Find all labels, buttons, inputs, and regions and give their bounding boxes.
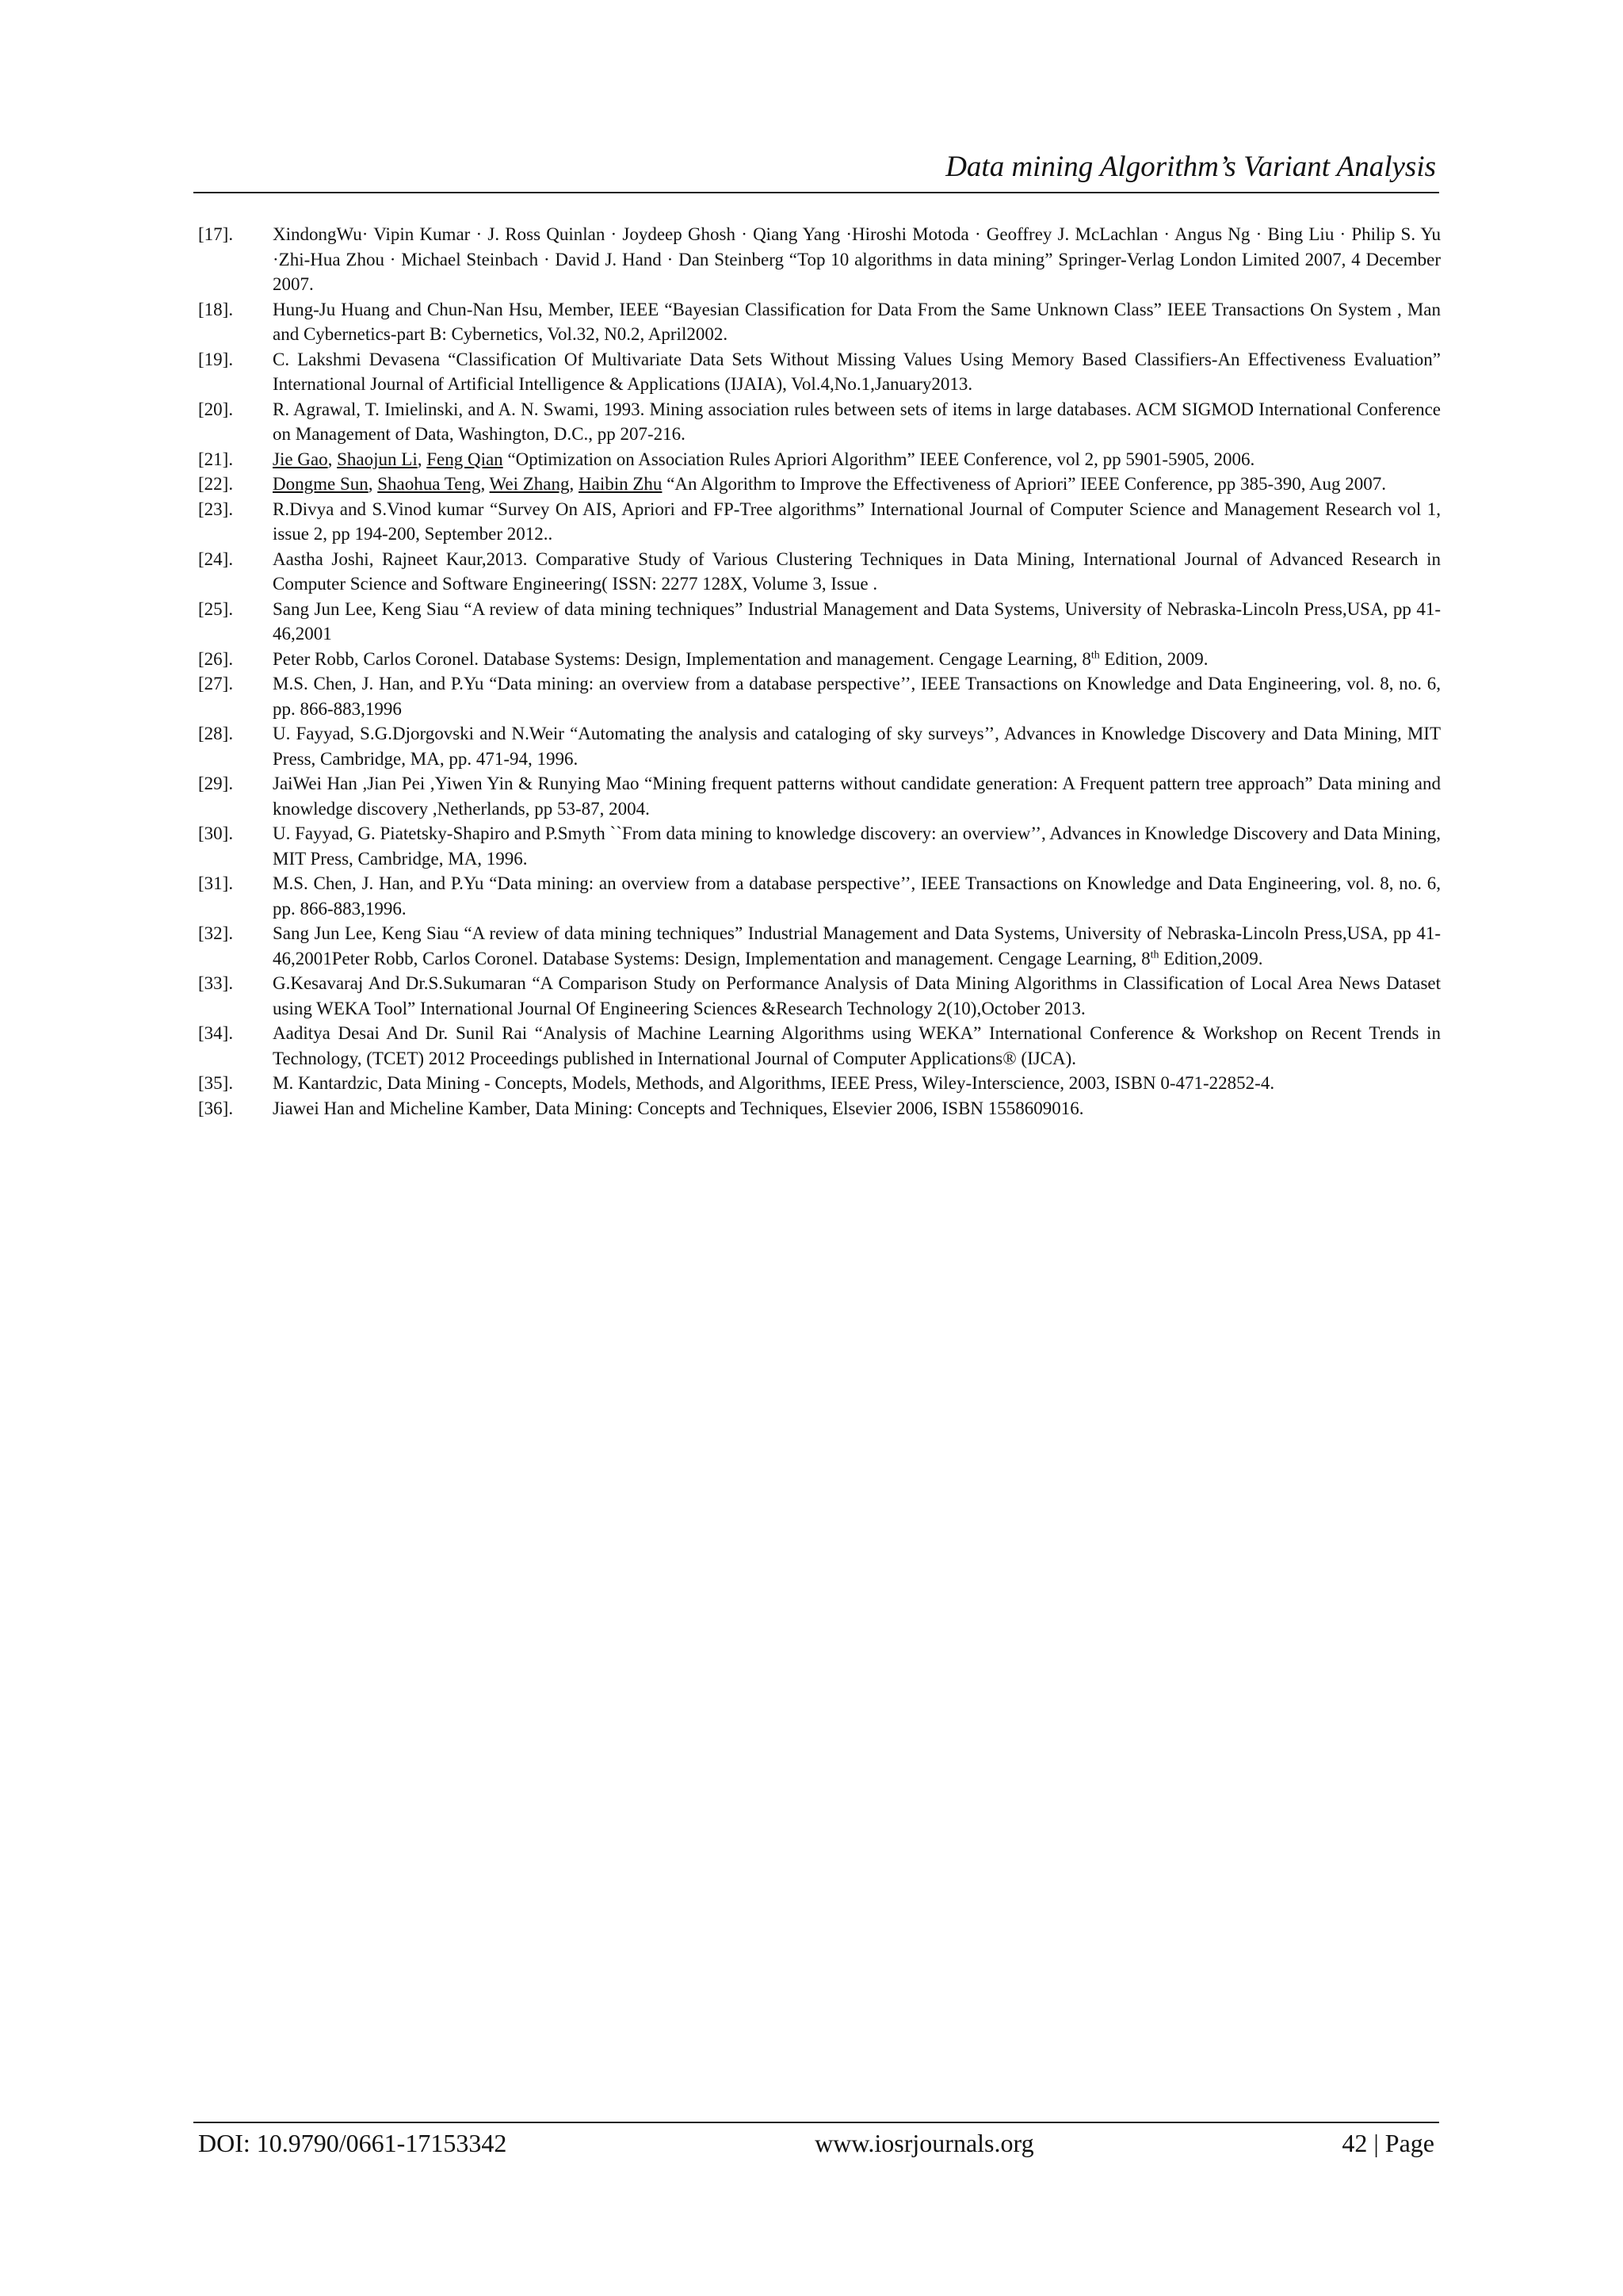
reference-item: [198, 821, 1441, 871]
reference-text: [273, 222, 1441, 297]
reference-list: [198, 222, 1441, 1121]
reference-citation: XindongWu· Vipin Kumar · J. Ross Quinlan · Joydeep Ghosh · Qiang Yang ·Hiroshi Motoda · Geoffrey J. McLachlan · Angus Ng · Bing Liu · Philip S. Yu ·Zhi-Hua Zhou · Michael Steinbach · David J. Hand · Dan Steinberg “Top 10 algorithms in data mining” Springer-Verlag London Limited 2007, 4 December 2007.: [273, 224, 1441, 294]
reference-citation: R.Divya and S.Vinod kumar “Survey On AIS, Apriori and FP-Tree algorithms” International Journal of Computer Science and Management Research vol 1, issue 2, pp 194-200, September 2012..: [273, 499, 1441, 544]
reference-number: [17].: [198, 224, 234, 244]
reference-number: [29].: [198, 774, 234, 793]
reference-item: [198, 921, 1441, 971]
reference-text: [273, 821, 1441, 871]
reference-text: [273, 647, 1441, 672]
author-link[interactable]: Shaohua Teng: [377, 474, 481, 494]
reference-number: [22].: [198, 474, 234, 494]
reference-text: [273, 1096, 1441, 1121]
reference-item: [198, 297, 1441, 347]
reference-item: [198, 671, 1441, 721]
reference-item: [198, 871, 1441, 921]
author-link[interactable]: Dongme Sun: [273, 474, 369, 494]
superscript: th: [1090, 648, 1100, 661]
reference-number: [32].: [198, 923, 234, 943]
author-link[interactable]: Feng Qian: [426, 449, 503, 469]
reference-number: [35].: [198, 1073, 234, 1093]
reference-citation: “An Algorithm to Improve the Effectiveness of Apriori” IEEE Conference, pp 385-390, Aug 2007.: [662, 474, 1387, 494]
footer-page-number: 42 | Page: [1342, 2129, 1434, 2157]
reference-text: [273, 921, 1441, 971]
reference-number: [26].: [198, 648, 234, 669]
reference-number: [31].: [198, 873, 234, 893]
footer-doi: DOI: 10.9790/0661-17153342: [198, 2129, 507, 2157]
footer-rule: [193, 2122, 1439, 2123]
reference-number: [33].: [198, 973, 234, 993]
reference-citation: U. Fayyad, G. Piatetsky-Shapiro and P.Smyth ``From data mining to knowledge discovery: an overview’’, Advances in Knowledge Discovery and Data Mining, MIT Press, Cambridge, MA, 1996.: [273, 823, 1441, 869]
reference-citation: R. Agrawal, T. Imielinski, and A. N. Swami, 1993. Mining association rules between sets of items in large databases. ACM SIGMOD International Conference on Management of Data, Washington, D.C., pp 207-216.: [273, 399, 1441, 444]
reference-number: [21].: [198, 449, 234, 469]
reference-text: [273, 547, 1441, 597]
reference-number: [19].: [198, 349, 234, 369]
reference-item: [198, 1096, 1441, 1121]
reference-text: [273, 597, 1441, 647]
reference-citation: M.S. Chen, J. Han, and P.Yu “Data mining: an overview from a database perspective’’, IEEE Transactions on Knowledge and Data Engineering, vol. 8, no. 6, pp. 866-883,1996: [273, 674, 1441, 719]
reference-citation: C. Lakshmi Devasena “Classification Of Multivariate Data Sets Without Missing Values Using Memory Based Classifiers-An Effectiveness Evaluation” International Journal of Artificial Intelligence & Applications (IJAIA), Vol.4,No.1,January2013.: [273, 349, 1441, 394]
header-rule: [193, 192, 1439, 193]
reference-citation: Jiawei Han and Micheline Kamber, Data Mining: Concepts and Techniques, Elsevier 2006, ISBN 1558609016.: [273, 1098, 1084, 1118]
reference-citation: G.Kesavaraj And Dr.S.Sukumaran “A Comparison Study on Performance Analysis of Data Mining Algorithms in Classification of Local Area News Dataset using WEKA Tool” International Journal Of Engineering Sciences &Research Technology 2(10),October 2013.: [273, 973, 1441, 1018]
reference-number: [18].: [198, 299, 234, 319]
reference-number: [36].: [198, 1098, 234, 1118]
reference-item: [198, 347, 1441, 397]
reference-text: [273, 497, 1441, 547]
author-link[interactable]: Shaojun Li: [337, 449, 418, 469]
reference-citation: Peter Robb, Carlos Coronel. Database Systems: Design, Implementation and management. Cengage Learning, 8: [273, 648, 1091, 669]
reference-number: [27].: [198, 674, 234, 693]
reference-item: [198, 447, 1441, 472]
reference-text: [273, 347, 1441, 397]
reference-citation: JaiWei Han ,Jian Pei ,Yiwen Yin & Runying Mao “Mining frequent patterns without candidate generation: A Frequent pattern tree approach” Data mining and knowledge discovery ,Netherlands, pp 53-87, 2004.: [273, 774, 1441, 819]
reference-citation: Aastha Joshi, Rajneet Kaur,2013. Comparative Study of Various Clustering Techniques in Data Mining, International Journal of Advanced Research in Computer Science and Software Engineering( ISSN: 2277 128X, Volume 3, Issue .: [273, 548, 1441, 594]
reference-number: [34].: [198, 1023, 234, 1043]
reference-text: [273, 671, 1441, 721]
reference-item: [198, 1071, 1441, 1096]
reference-number: [24].: [198, 548, 234, 569]
reference-text: [273, 871, 1441, 921]
author-link[interactable]: Haibin Zhu: [579, 474, 663, 494]
reference-item: [198, 971, 1441, 1021]
reference-item: [198, 771, 1441, 821]
reference-citation: M.S. Chen, J. Han, and P.Yu “Data mining: an overview from a database perspective’’, IEEE Transactions on Knowledge and Data Engineering, vol. 8, no. 6, pp. 866-883,1996.: [273, 873, 1441, 919]
reference-text: [273, 397, 1441, 447]
reference-citation: Sang Jun Lee, Keng Siau “A review of data mining techniques” Industrial Management and Data Systems, University of Nebraska-Lincoln Press,USA, pp 41-46,2001: [273, 598, 1441, 644]
reference-citation: Aaditya Desai And Dr. Sunil Rai “Analysis of Machine Learning Algorithms using WEKA” International Conference & Workshop on Recent Trends in Technology, (TCET) 2012 Proceedings published in International Journal of Computer Applications® (IJCA).: [273, 1023, 1441, 1068]
reference-citation: M. Kantardzic, Data Mining - Concepts, Models, Methods, and Algorithms, IEEE Press, Wiley-Interscience, 2003, ISBN 0-471-22852-4.: [273, 1073, 1275, 1093]
running-header: Data mining Algorithm’s Variant Analysis: [945, 151, 1436, 183]
reference-number: [30].: [198, 823, 234, 843]
page-footer: [198, 2129, 1434, 2158]
reference-number: [20].: [198, 399, 234, 419]
reference-citation: Sang Jun Lee, Keng Siau “A review of data mining techniques” Industrial Management and Data Systems, University of Nebraska-Lincoln Press,USA, pp 41-46,2001Peter Robb, Carlos Coronel. Database Systems: Design, Implementation and management. Cengage Learning, 8: [273, 923, 1441, 968]
reference-item: [198, 597, 1441, 647]
reference-text: [273, 1021, 1441, 1071]
reference-text: Jie Gao, Shaojun Li, Feng Qian “Optimization on Association Rules Apriori Algorithm” IEEE Conference, vol 2, pp 5901-5905, 2006.: [273, 449, 1255, 469]
footer-website: www.iosrjournals.org: [815, 2129, 1034, 2157]
reference-citation: Hung-Ju Huang and Chun-Nan Hsu, Member, IEEE “Bayesian Classification for Data From the Same Unknown Class” IEEE Transactions On System , Man and Cybernetics-part B: Cybernetics, Vol.32, N0.2, April2002.: [273, 299, 1441, 344]
reference-text: Dongme Sun, Shaohua Teng, Wei Zhang, Haibin Zhu “An Algorithm to Improve the Effectiveness of Apriori” IEEE Conference, pp 385-390, Aug 2007.: [273, 474, 1387, 494]
author-link[interactable]: Jie Gao: [273, 449, 328, 469]
reference-number: [23].: [198, 499, 234, 519]
reference-citation: U. Fayyad, S.G.Djorgovski and N.Weir “Automating the analysis and cataloging of sky surveys’’, Advances in Knowledge Discovery and Data Mining, MIT Press, Cambridge, MA, pp. 471-94, 1996.: [273, 724, 1441, 769]
reference-item: [198, 497, 1441, 547]
reference-text: [273, 721, 1441, 771]
reference-item: [198, 472, 1441, 497]
superscript: th: [1150, 948, 1159, 961]
reference-citation-tail: Edition,2009.: [1159, 948, 1263, 968]
reference-item: [198, 397, 1441, 447]
reference-item: [198, 721, 1441, 771]
reference-citation: “Optimization on Association Rules Apriori Algorithm” IEEE Conference, vol 2, pp 5901-5905, 2006.: [502, 449, 1255, 469]
reference-number: [28].: [198, 724, 234, 743]
reference-text: [273, 971, 1441, 1021]
reference-item: [198, 222, 1441, 297]
reference-item: [198, 547, 1441, 597]
reference-citation-tail: Edition, 2009.: [1099, 648, 1209, 669]
reference-text: [273, 771, 1441, 821]
author-link[interactable]: Wei Zhang: [489, 474, 570, 494]
reference-number: [25].: [198, 598, 234, 619]
reference-item: [198, 1021, 1441, 1071]
reference-item: [198, 647, 1441, 672]
reference-text: [273, 297, 1441, 347]
reference-text: [273, 1071, 1441, 1096]
